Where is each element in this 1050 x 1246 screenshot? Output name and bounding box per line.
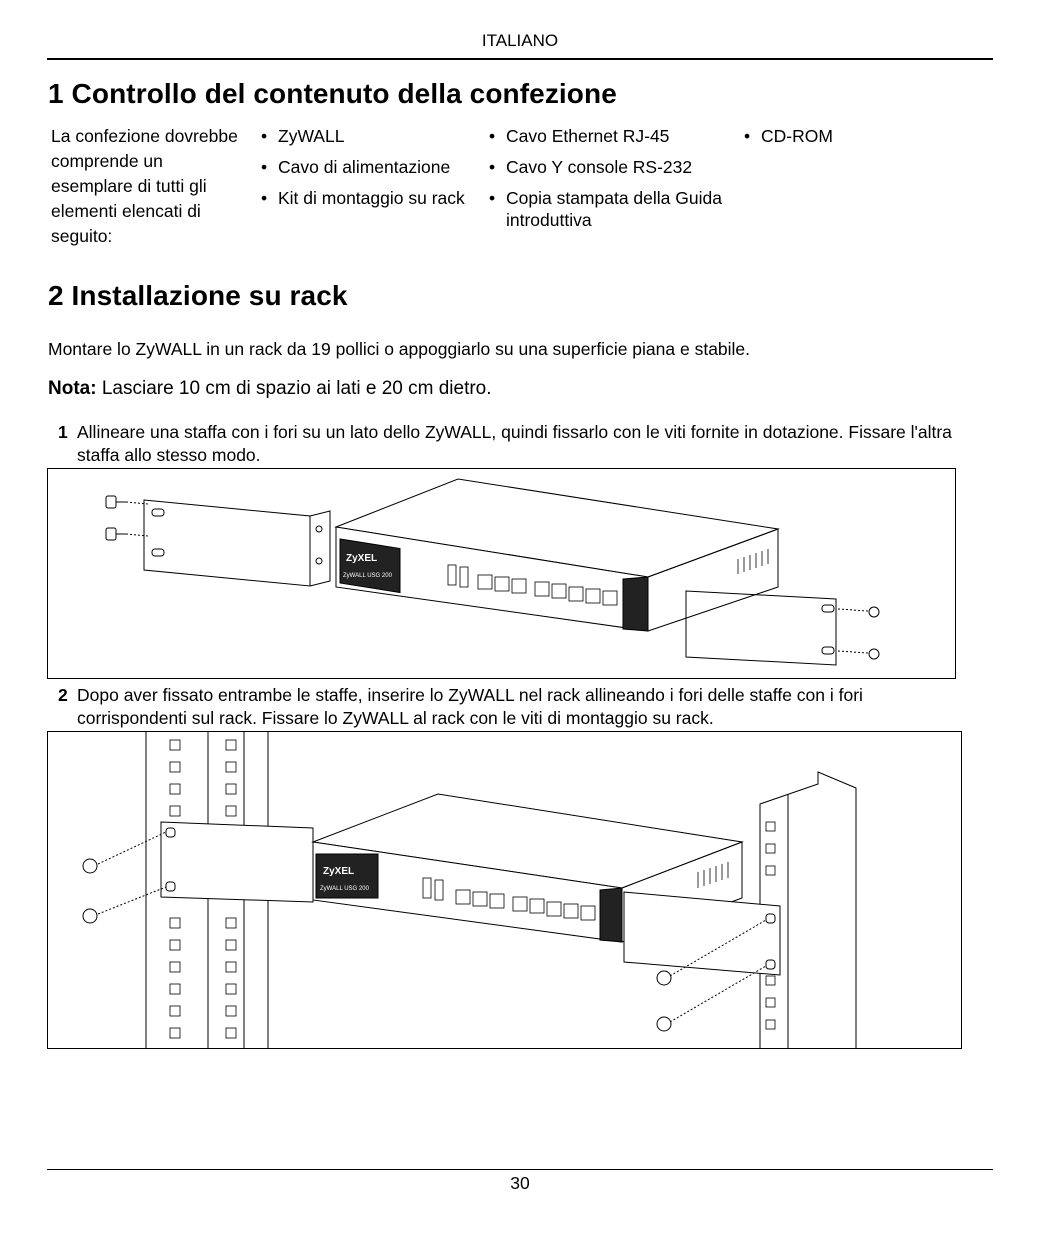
step-text: Dopo aver fissato entrambe le staffe, inserire lo ZyWALL nel rack allineando i fori delle staffe con i fori corrispondenti sul rack. Fissare lo ZyWALL al rack con le viti di montaggio su rack. — [77, 685, 863, 728]
screw-icon — [838, 607, 879, 617]
rack-install-paragraph: Montare lo ZyWALL in un rack da 19 pollici o appoggiarlo su una superficie piana e stabile. — [48, 339, 751, 359]
device-brand: ZyXEL — [323, 866, 355, 877]
screw-icon — [838, 649, 879, 659]
right-bracket — [624, 892, 780, 975]
note-label: Nota: — [48, 378, 97, 399]
page-number: 30 — [510, 1173, 530, 1193]
screw-icon — [83, 887, 166, 923]
section-2-title: 2 Installazione su rack — [48, 280, 348, 311]
left-bracket — [161, 822, 313, 902]
note — [48, 378, 492, 400]
device-model: ZyWALL USG 200 — [320, 886, 369, 892]
step-number: 1 — [58, 422, 68, 442]
step-1 — [58, 421, 968, 467]
figure-rack-mount — [47, 731, 962, 1049]
section-1-title: 1 Controllo del contenuto della confezione — [48, 78, 617, 109]
step-text: Allineare una staffa con i fori su un lato dello ZyWALL, quindi fissarlo con le viti fornite in dotazione. Fissare l'altra staffa allo stesso modo. — [77, 422, 952, 465]
package-list-column-1 — [261, 125, 471, 218]
device-zywall — [336, 479, 778, 631]
step-2 — [58, 684, 968, 730]
package-intro-text: La confezione dovrebbe comprende un esemplare di tutti gli elementi elencati di seguito: — [51, 126, 238, 246]
screw-icon — [106, 528, 148, 540]
step-number: 2 — [58, 685, 68, 705]
screw-icon — [657, 966, 766, 1031]
screw-icon — [106, 496, 148, 508]
figure-attach-brackets — [47, 468, 956, 679]
header-rule — [47, 58, 993, 60]
screw-icon — [83, 832, 166, 873]
package-item: • Copia stampata della Guida introduttiva — [489, 187, 729, 231]
package-item: • ZyWALL — [261, 125, 471, 147]
device-brand: ZyXEL — [346, 553, 378, 564]
footer-rule — [47, 1169, 993, 1170]
package-item: • Kit di montaggio su rack — [261, 187, 471, 209]
package-item: • Cavo di alimentazione — [261, 156, 471, 178]
package-item: • CD-ROM — [744, 125, 904, 147]
package-list-column-2 — [489, 125, 729, 240]
page-header-language: ITALIANO — [481, 31, 559, 50]
right-bracket — [686, 591, 836, 665]
note-text: Lasciare 10 cm di spazio ai lati e 20 cm dietro. — [96, 378, 492, 399]
package-item: • Cavo Y console RS-232 — [489, 156, 729, 178]
package-item: • Cavo Ethernet RJ-45 — [489, 125, 729, 147]
device-model: ZyWALL USG 200 — [343, 573, 392, 579]
package-list-column-3 — [744, 125, 904, 156]
left-bracket — [144, 500, 330, 586]
